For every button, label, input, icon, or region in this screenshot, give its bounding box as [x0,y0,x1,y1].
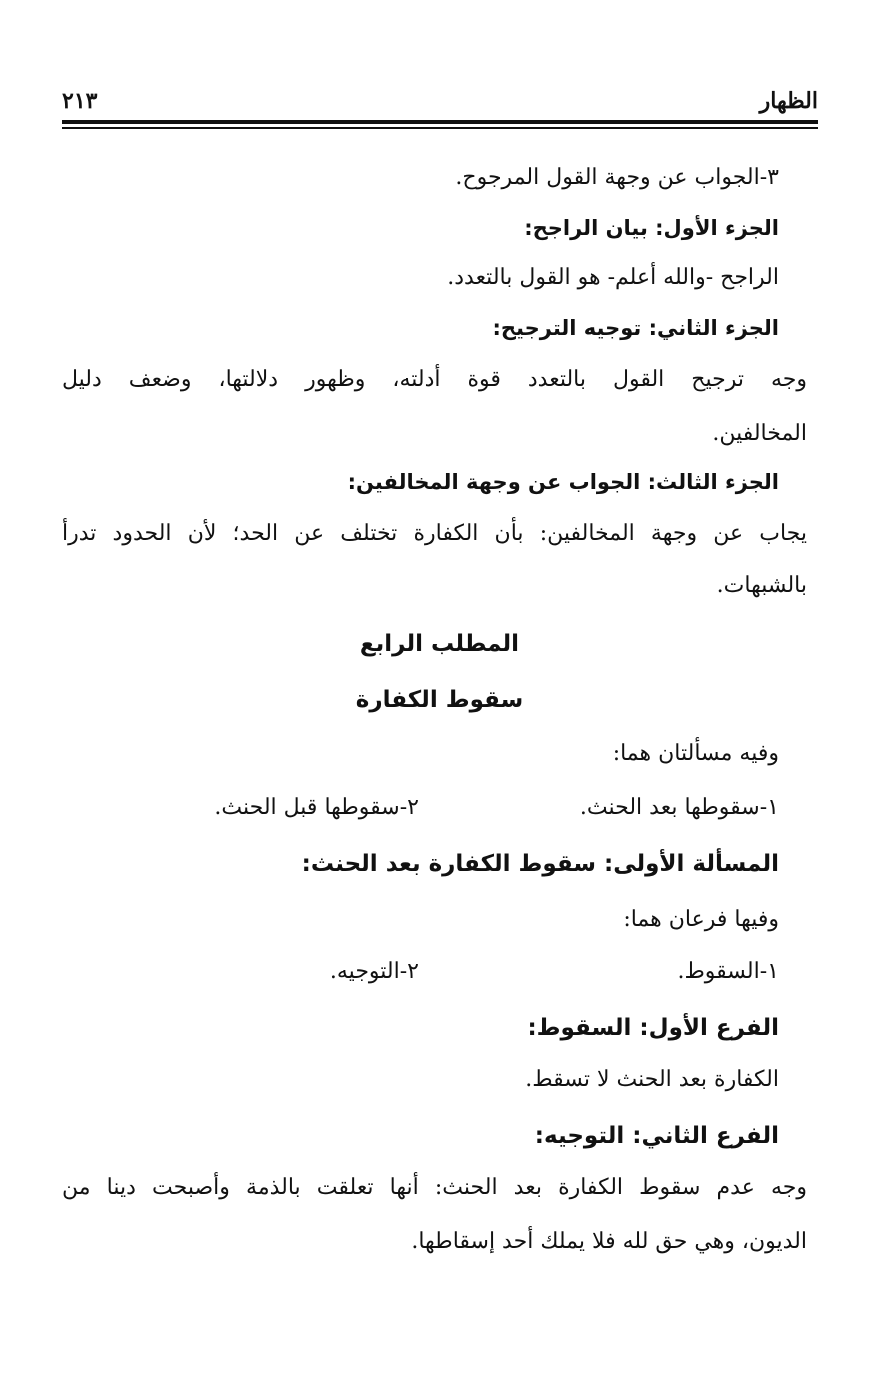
paragraph-line: وفيها فرعان هما: [623,907,779,932]
paragraph-line: المخالفين. [712,421,807,446]
section-heading: الجزء الأول: بيان الراجح: [524,216,779,240]
running-header [62,86,818,120]
page-number: ٢١٣ [62,88,98,114]
paragraph-line: وجه عدم سقوط الكفارة بعد الحنث: أنها تعلقت بالذمة وأصبحت دينا من [62,1175,807,1200]
list-row [62,952,779,992]
paragraph-line: وفيه مسألتان هما: [612,741,779,766]
list-item: ٢-سقوطها قبل الحنث. [214,795,419,820]
section-heading: الجزء الثاني: توجيه الترجيح: [492,316,779,340]
list-item: ١-سقوطها بعد الحنث. [579,795,779,820]
paragraph-line: ٣-الجواب عن وجهة القول المرجوح. [455,165,779,190]
header-rule-thick [62,120,818,124]
chapter-title: الظهار [759,88,818,114]
list-item: ١-السقوط. [677,959,779,984]
paragraph-line: الكفارة بعد الحنث لا تسقط. [525,1067,779,1092]
header-rule-thin [62,127,818,129]
paragraph-line: يجاب عن وجهة المخالفين: بأن الكفارة تختلف عن الحد؛ لأن الحدود تدرأ [62,521,807,546]
section-heading: المسألة الأولى: سقوط الكفارة بعد الحنث: [301,851,779,877]
paragraph-line: بالشبهات. [716,573,807,598]
section-heading: الفرع الثاني: التوجيه: [534,1123,779,1149]
section-heading: الفرع الأول: السقوط: [527,1015,779,1041]
chapter-heading: المطلب الرابع [359,631,520,657]
section-heading: الجزء الثالث: الجواب عن وجهة المخالفين: [347,470,779,494]
chapter-subheading: سقوط الكفارة [355,687,524,713]
paragraph-line: الراجح -والله أعلم- هو القول بالتعدد. [447,265,779,290]
list-item: ٢-التوجيه. [329,959,419,984]
list-row [62,788,779,828]
paragraph-line: الديون، وهي حق لله فلا يملك أحد إسقاطها. [411,1229,807,1254]
paragraph-line: وجه ترجيح القول بالتعدد قوة أدلته، وظهور دلالتها، وضعف دليل [62,367,807,392]
